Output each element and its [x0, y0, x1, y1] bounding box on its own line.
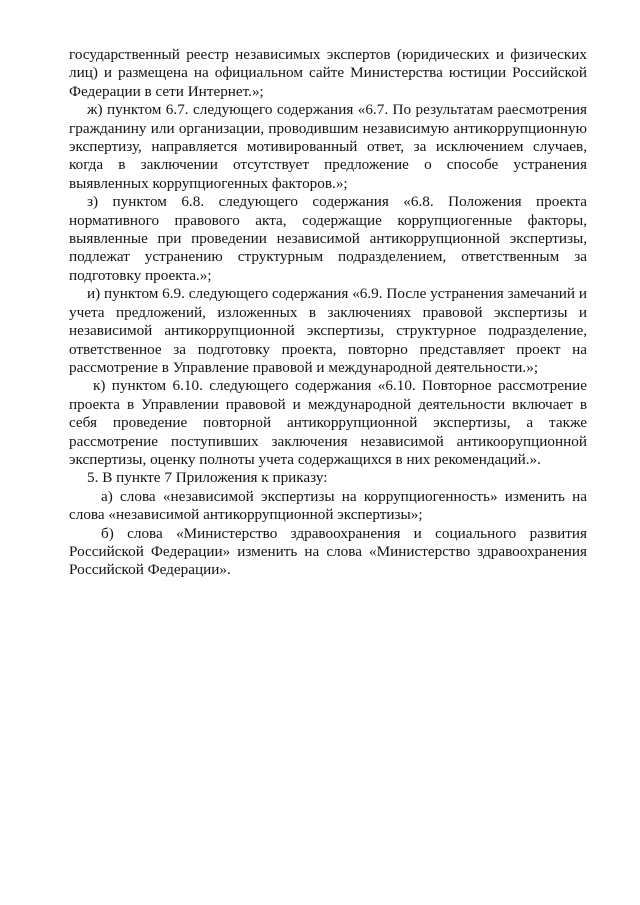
paragraph-point-5: 5. В пункте 7 Приложения к приказу: [87, 469, 328, 487]
paragraph-item-i: и) пунктом 6.9. следующего содержания «6.9. После устранения замечаний и учета предложений, изложенных в заключениях правовой экспертизы и независимой антикоррупционной экспертизы, структурное подразделение, ответственное за подготовку проекта, повторно представляет проект на рассмотрение в Управление правовой и международной деятельности.»; [69, 285, 587, 376]
paragraph-item-k: к) пунктом 6.10. следующего содержания «6.10. Повторное рассмотрение проекта в Управлении правовой и международной деятельности включает в себя проведение повторной антикоррупционной экспертизы, а также рассмотрение поступивших заключения независимой антикоорупционной экспертизы, оценку полноты учета содержащихся в них рекомендаций.». [69, 377, 587, 468]
paragraph-item-zh: ж) пунктом 6.7. следующего содержания «6.7. По результатам раесмотрения гражданину или организации, проводившим независимую антикоррупционную экспертизу, направляется мотивированный ответ, за исключением случаев, когда в заключении отсутствует предложение о способе устранения выявленных коррупциогенных факторов.»; [69, 101, 587, 192]
paragraph-subitem-a: а) слова «независимой экспертизы на коррупциогенность» изменить на слова «независимой антикоррупционной экспертизы»; [69, 487, 587, 524]
paragraph-registry-continuation: государственный реестр независимых экспертов (юридических и физических лиц) и размещена на официальном сайте Министерства юстиции Российской Федерации в сети Интернет.»; [69, 46, 587, 100]
paragraph-item-z: з) пунктом 6.8. следующего содержания «6.8. Положения проекта нормативного правового акта, содержащие коррупциогенные факторы, выявленные при проведении независимой антикоррупционной экспертизы, подлежат устранению структурным подразделением, ответственным за подготовку проекта.»; [69, 193, 587, 284]
document-page [69, 46, 587, 580]
paragraph-subitem-b: б) слова «Министерство здравоохранения и социального развития Российской Федерации» изменить на слова «Министерство здравоохранения Российской Федерации». [69, 524, 587, 579]
